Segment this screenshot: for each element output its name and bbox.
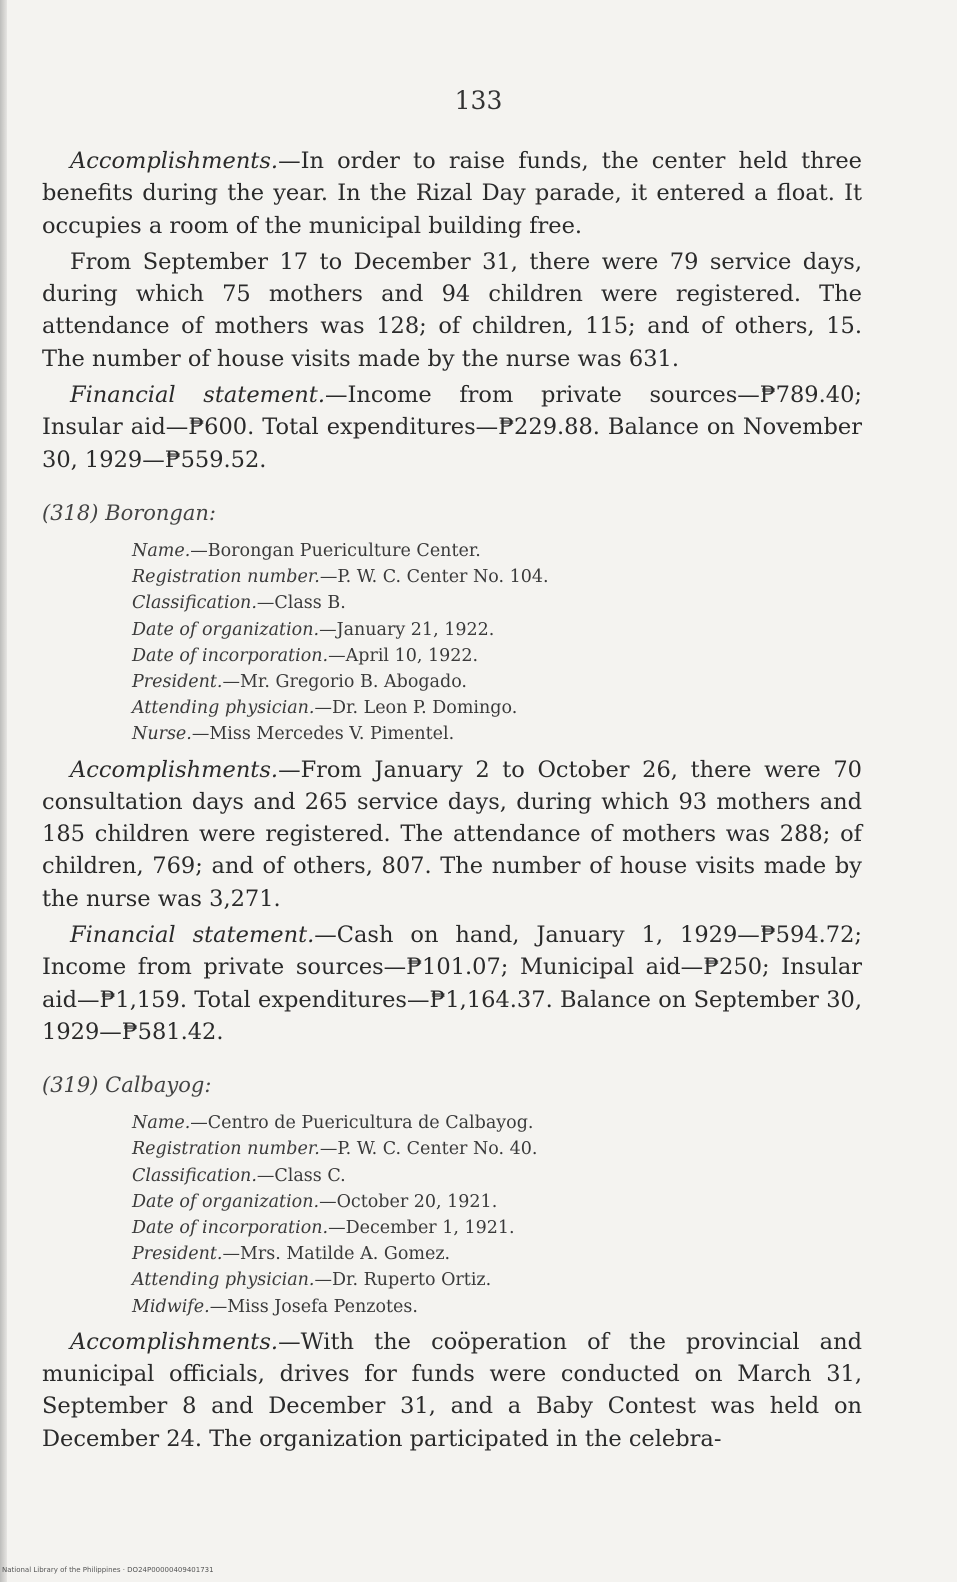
section-heading-318: (318) Borongan: xyxy=(42,500,216,525)
paragraph-financial-318 xyxy=(42,919,862,1048)
paragraph-text: —In order to raise funds, the center held three benefits during the year. In the Rizal Day parade, it entered a float. It occupies a room of the municipal building free. xyxy=(42,148,862,239)
detail-value: —P. W. C. Center No. 40. xyxy=(319,1139,538,1160)
detail-value: —Miss Josefa Penzotes. xyxy=(209,1296,418,1317)
detail-row xyxy=(132,669,862,695)
paragraph-lead: Accomplishments. xyxy=(70,1328,279,1355)
paragraph-accomplishments-318 xyxy=(42,754,862,915)
paragraph-text: —From January 2 to October 26, there were 70 consultation days and 265 service days, during which 93 mothers and 185 children were registered. The attendance of mothers was 288; of children, 769; and of others, 807. The number of house visits made by the nurse was 3,271. xyxy=(42,756,862,912)
page-edge xyxy=(0,0,7,1582)
detail-row xyxy=(132,564,862,590)
detail-value: —December 1, 1921. xyxy=(328,1218,515,1239)
paragraph-accomplishments-319 xyxy=(42,1326,862,1455)
detail-row xyxy=(132,617,862,643)
paragraph-lead: Financial statement. xyxy=(70,922,315,949)
paragraph-lead: Accomplishments. xyxy=(70,148,279,174)
detail-value: —January 21, 1922. xyxy=(319,619,495,640)
footer-credit: National Library of the Philippines · DO24P00000409401731 xyxy=(2,1566,214,1574)
detail-row xyxy=(132,721,862,747)
detail-row xyxy=(132,1163,862,1189)
detail-row xyxy=(132,590,862,616)
detail-label: President. xyxy=(132,671,223,692)
detail-label: Registration number. xyxy=(132,567,320,588)
detail-row xyxy=(132,1241,862,1267)
detail-label: President. xyxy=(132,1244,223,1265)
detail-label: Attending physician. xyxy=(132,1270,315,1291)
paragraph-accomplishments-317 xyxy=(42,145,862,242)
details-318 xyxy=(132,538,862,748)
paragraph-lead: Financial statement. xyxy=(70,382,325,409)
paragraph-lead: Accomplishments. xyxy=(70,756,279,783)
detail-row xyxy=(132,643,862,669)
detail-row xyxy=(132,1136,862,1162)
detail-row xyxy=(132,1189,862,1215)
paragraph-financial-317 xyxy=(42,379,862,476)
detail-label: Registration number. xyxy=(132,1139,320,1160)
detail-value: —Centro de Puericultura de Calbayog. xyxy=(190,1113,534,1134)
detail-label: Midwife. xyxy=(132,1296,210,1317)
detail-row xyxy=(132,695,862,721)
detail-value: —April 10, 1922. xyxy=(328,645,479,666)
detail-row xyxy=(132,538,862,564)
page-number: 133 xyxy=(454,86,503,115)
detail-row xyxy=(132,1267,862,1293)
detail-value: —Dr. Ruperto Ortiz. xyxy=(314,1270,492,1291)
detail-value: —Miss Mercedes V. Pimentel. xyxy=(191,724,455,745)
detail-label: Date of organization. xyxy=(132,619,320,640)
detail-label: Classification. xyxy=(132,593,257,614)
details-319 xyxy=(132,1110,862,1320)
detail-value: —Mrs. Matilde A. Gomez. xyxy=(222,1244,451,1265)
detail-label: Attending physician. xyxy=(132,698,315,719)
detail-label: Date of incorporation. xyxy=(132,645,329,666)
detail-row xyxy=(132,1294,862,1320)
section-heading-319: (319) Calbayog: xyxy=(42,1073,212,1098)
detail-row xyxy=(132,1110,862,1136)
paragraph-text: From September 17 to December 31, there were 79 service days, during which 75 mothers and 94 children were registered. The attendance of mothers was 128; of children, 115; and of others, 15. The number of house visits made by the nurse was 631. xyxy=(42,248,862,372)
detail-value: —Borongan Puericulture Center. xyxy=(190,540,481,561)
page-body xyxy=(42,145,862,1455)
paragraph-service-days-317 xyxy=(42,246,862,375)
detail-label: Name. xyxy=(132,1113,191,1134)
detail-value: —Class B. xyxy=(256,593,346,614)
detail-label: Date of organization. xyxy=(132,1191,320,1212)
paragraph-text: —Cash on hand, January 1, 1929—₱594.72; Income from private sources—₱101.07; Municipal aid—₱250; Insular aid—₱1,159. Total expenditures—₱1,164.37. Balance on September 30, 1929—₱581.42. xyxy=(42,922,862,1045)
detail-label: Classification. xyxy=(132,1165,257,1186)
detail-value: —Mr. Gregorio B. Abogado. xyxy=(222,671,467,692)
paragraph-text: —With the coöperation of the provincial and municipal officials, drives for funds were conducted on March 31, September 8 and December 31, and a Baby Contest was held on December 24. The organization participated in the celebra- xyxy=(42,1328,862,1452)
detail-value: —October 20, 1921. xyxy=(319,1191,498,1212)
detail-value: —P. W. C. Center No. 104. xyxy=(319,567,549,588)
detail-value: —Class C. xyxy=(256,1165,346,1186)
detail-label: Date of incorporation. xyxy=(132,1218,329,1239)
detail-row xyxy=(132,1215,862,1241)
detail-label: Name. xyxy=(132,540,191,561)
paragraph-text: —Income from private sources—₱789.40; Insular aid—₱600. Total expenditures—₱229.88. Balance on November 30, 1929—₱559.52. xyxy=(42,382,862,473)
detail-label: Nurse. xyxy=(132,724,192,745)
detail-value: —Dr. Leon P. Domingo. xyxy=(314,698,518,719)
